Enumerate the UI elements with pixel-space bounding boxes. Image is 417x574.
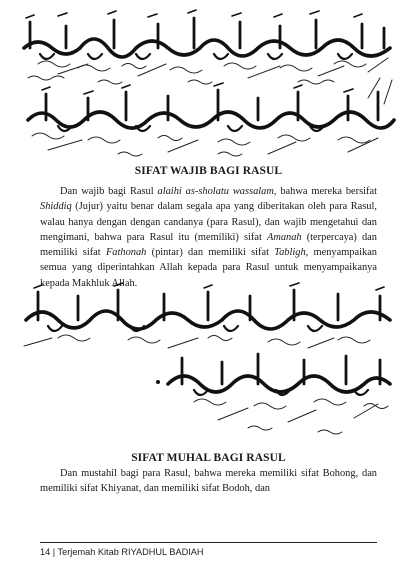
text-run: , menyampaikan semua yang diperintahkan Allah kepada para Rasul untuk menyampaikanya kepada Makhluk Allah. xyxy=(40,247,377,289)
text-run: Dan wajib bagi Rasul xyxy=(60,186,158,197)
text-run: , bahwa mereka bersifat xyxy=(273,186,377,197)
arabic-verse-image-1 xyxy=(18,8,399,158)
arabic-verse-drawing-1 xyxy=(18,8,399,158)
paragraph-muhal xyxy=(40,466,377,497)
paragraph-wajib xyxy=(40,184,377,291)
footer-divider xyxy=(40,542,377,543)
italic-term: Amanah xyxy=(266,231,302,243)
arabic-verse-drawing-2 xyxy=(18,282,399,440)
text-run: (Jujur) yaitu benar dalam segala apa yang diberitakan oleh para Rasul, walau hanya dengan dengan candanya (para Rasul), dan wajib mengetahui dan mengimani, bahwa para Rasul itu (memiliki) sifat xyxy=(40,201,377,243)
arabic-verse-image-2 xyxy=(18,282,399,440)
text-run: Dan mustahil bagi para Rasul, bahwa mereka memiliki sifat Bohong, dan memiliki sifat Khiyanat, dan memiliki sifat Bodoh, dan xyxy=(40,468,377,495)
text-run: (pintar) dan memiliki sifat xyxy=(146,247,275,259)
italic-term: Shiddiq xyxy=(40,201,72,213)
italic-term: alaihi as-sholatu wassalam xyxy=(157,186,274,197)
section-heading-wajib: SIFAT WAJIB BAGI RASUL xyxy=(134,165,283,177)
page-footer: 14 | Terjemah Kitab RIYADHUL BADIAH xyxy=(40,547,204,557)
text-run: (terpercaya) dan memiliki sifat xyxy=(40,231,377,259)
section-heading-muhal: SIFAT MUHAL BAGI RASUL xyxy=(131,452,286,464)
italic-term: Fathonah xyxy=(105,247,147,259)
italic-term: Tabligh xyxy=(274,247,306,259)
